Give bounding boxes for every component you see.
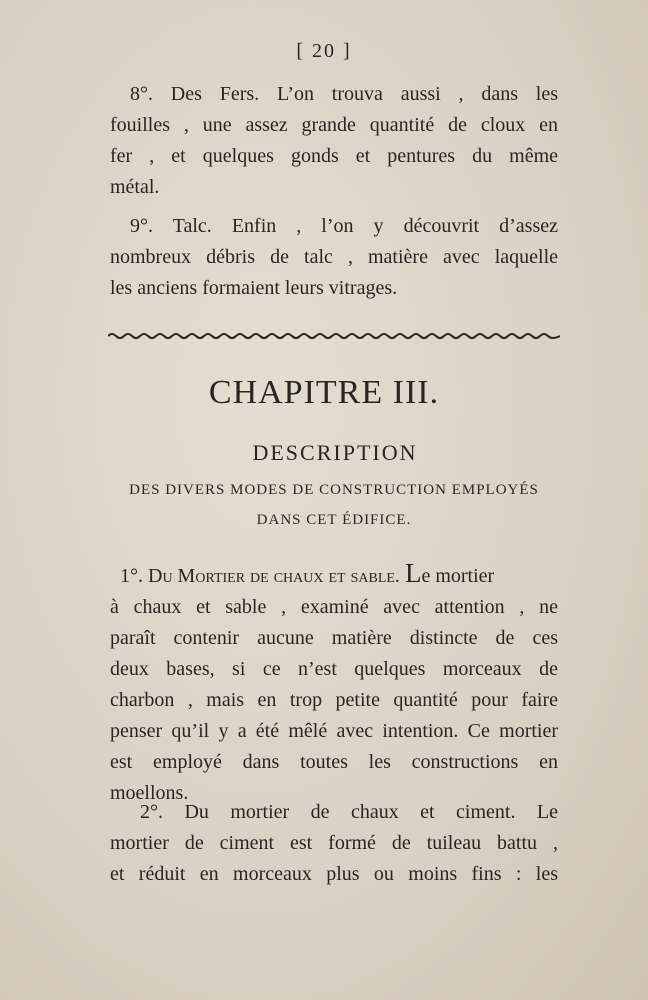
ornamental-rule <box>108 331 560 341</box>
text-line: à chaux et sable , examiné avec attention , ne <box>110 596 558 618</box>
text-line: mortier de ciment est formé de tuileau battu , <box>110 832 558 854</box>
text-line <box>110 558 558 592</box>
first-line-rest: e mortier <box>421 565 495 587</box>
subtitle-line-2: DANS CET ÉDIFICE. <box>256 512 412 528</box>
text-line: deux bases, si ce n’est quelques morceaux de <box>110 658 558 680</box>
text-line: et réduit en morceaux plus ou moins fins : les <box>110 863 558 885</box>
text-line: métal. <box>110 176 160 198</box>
section-1-paragraph <box>110 558 558 809</box>
text-line: moellons. <box>110 782 189 804</box>
text-line: fouilles , une assez grande quantité de cloux en <box>110 114 558 136</box>
text-line: penser qu’il y a été mêlé avec intention. Ce mortier <box>110 720 558 742</box>
text-line: fer , et quelques gonds et pentures du même <box>110 145 558 167</box>
text-line: nombreux débris de talc , matière avec laquelle <box>110 246 558 268</box>
section-heading: DESCRIPTION <box>252 440 418 465</box>
text-line: 9°. Talc. Enfin , l’on y découvrit d’assez <box>130 215 558 237</box>
page-number: [ 20 ] <box>296 40 352 62</box>
text-line: 8°. Des Fers. L’on trouva aussi , dans les <box>130 83 558 105</box>
text-line: 2°. Du mortier de chaux et ciment. Le <box>140 801 558 823</box>
section-1-lead: 1°. Du Mortier de chaux et sable. <box>120 565 400 587</box>
text-line: charbon , mais en trop petite quantité pour faire <box>110 689 558 711</box>
text-line: est employé dans toutes les constructions en <box>110 751 558 773</box>
drop-cap: L <box>404 558 422 588</box>
text-line: les anciens formaient leurs vitrages. <box>110 277 398 299</box>
subtitle-line-1: DES DIVERS MODES DE CONSTRUCTION EMPLOYÉS <box>129 482 539 498</box>
section-2-paragraph <box>110 797 558 890</box>
chapter-title: CHAPITRE III. <box>208 374 440 411</box>
text-line: paraît contenir aucune matière distincte de ces <box>110 627 558 649</box>
section-9-paragraph <box>110 211 558 304</box>
section-8-paragraph <box>110 79 558 203</box>
